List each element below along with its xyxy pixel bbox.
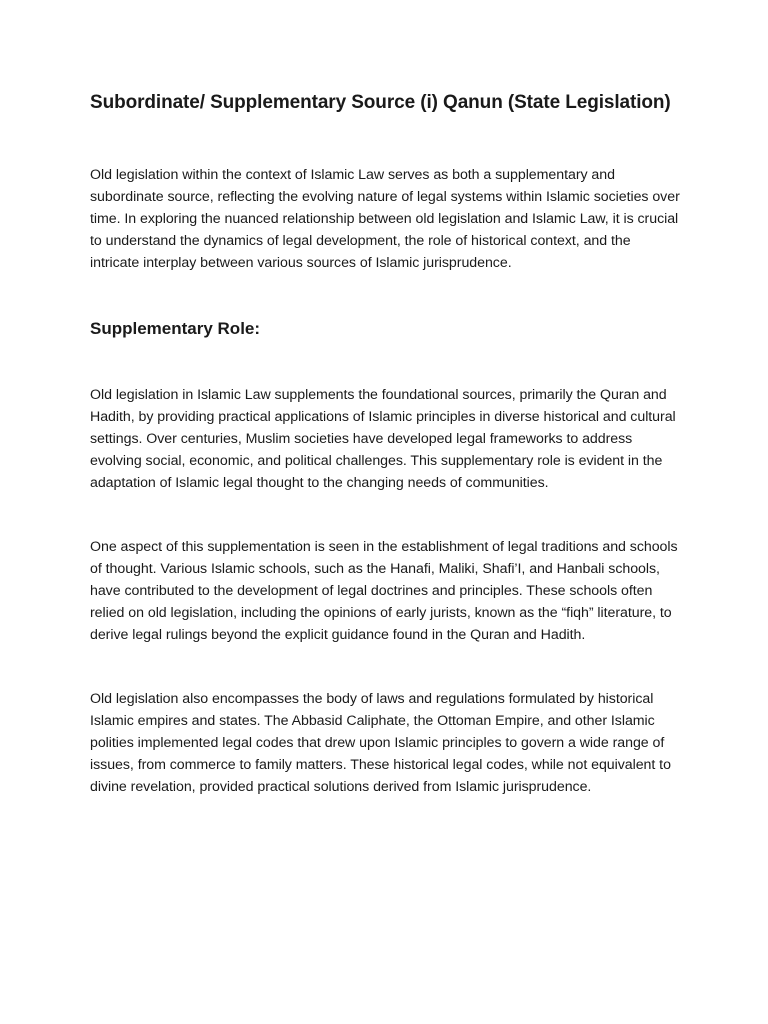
body-paragraph: One aspect of this supplementation is seen in the establishment of legal traditions and schools of thought. Various Islamic schools, such as the Hanafi, Maliki, Shafi’I, and Hanbali schools, have contributed to the development of legal doctrines and principles. These schools often relied on old legislation, including the opinions of early jurists, known as the “fiqh” literature, to derive legal rulings beyond the explicit guidance found in the Quran and Hadith. [90, 539, 678, 643]
body-paragraph: Old legislation also encompasses the body of laws and regulations formulated by historical Islamic empires and states. The Abbasid Caliphate, the Ottoman Empire, and other Islamic polities implemented legal codes that drew upon Islamic principles to govern a wide range of issues, from commerce to family matters. These historical legal codes, while not equivalent to divine revelation, provided practical solutions derived from Islamic jurisprudence. [90, 691, 671, 795]
section-heading: Supplementary Role: [90, 319, 261, 338]
body-paragraph: Old legislation in Islamic Law supplements the foundational sources, primarily the Quran and Hadith, by providing practical applications of Islamic principles in diverse historical and cultural settings. Over centuries, Muslim societies have developed legal frameworks to address evolving social, economic, and political challenges. This supplementary role is evident in the adaptation of Islamic legal thought to the changing needs of communities. [90, 387, 676, 491]
document-title: Subordinate/ Supplementary Source (i) Qanun (State Legislation) [90, 92, 671, 113]
document-page [90, 88, 680, 798]
intro-paragraph: Old legislation within the context of Islamic Law serves as both a supplementary and subordinate source, reflecting the evolving nature of legal systems within Islamic societies over time. In exploring the nuanced relationship between old legislation and Islamic Law, it is crucial to understand the dynamics of legal development, the role of historical context, and the intricate interplay between various sources of Islamic jurisprudence. [90, 167, 680, 271]
